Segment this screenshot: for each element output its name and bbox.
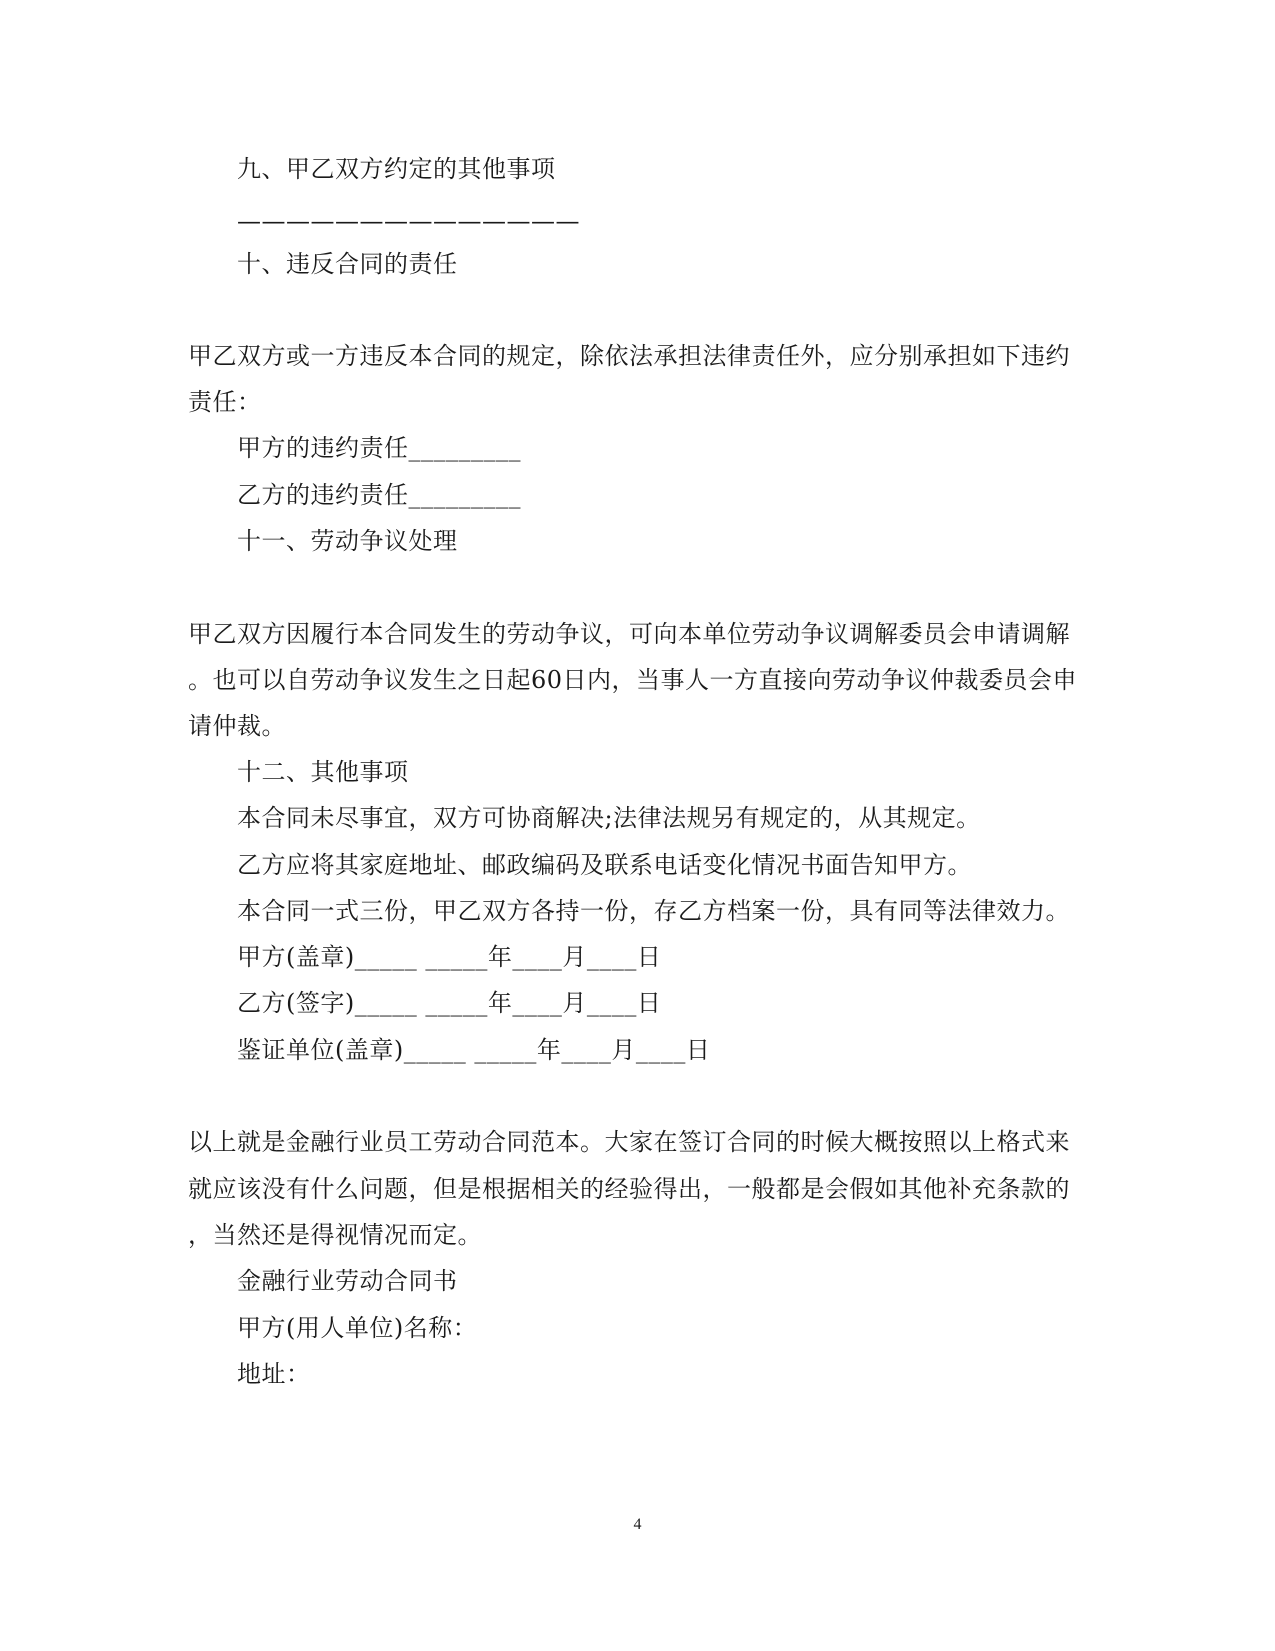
paragraph-line: 甲乙双方因履行本合同发生的劳动争议，可向本单位劳动争议调解委员会申请调解 (188, 620, 1070, 648)
section-ten-heading: 十、违反合同的责任 (237, 250, 458, 278)
employer-name-field: 甲方(用人单位)名称： (237, 1314, 478, 1342)
section-eleven-heading: 十一、劳动争议处理 (237, 527, 458, 555)
paragraph-line: ，当然还是得视情况而定。 (188, 1221, 482, 1249)
verifier-signature-line: 鉴证单位(盖章)_____ _____年____月____日 (237, 1036, 711, 1064)
page-number: 4 (633, 1516, 642, 1533)
paragraph-line: 就应该没有什么问题，但是根据相关的经验得出，一般都是会假如其他补充条款的 (188, 1175, 1070, 1203)
party-a-signature-line: 甲方(盖章)_____ _____年____月____日 (237, 943, 662, 971)
party-b-liability: 乙方的违约责任_________ (237, 481, 521, 509)
paragraph-line: 。也可以自劳动争议发生之日起60日内，当事人一方直接向劳动争议仲裁委员会申 (188, 666, 1078, 694)
contract-title: 金融行业劳动合同书 (237, 1267, 458, 1295)
party-a-liability: 甲方的违约责任_________ (237, 434, 521, 462)
paragraph-line: 以上就是金融行业员工劳动合同范本。大家在签订合同的时候大概按照以上格式来 (188, 1128, 1070, 1156)
paragraph-line: 请仲裁。 (188, 712, 286, 740)
clause-line: 本合同未尽事宜，双方可协商解决;法律法规另有规定的，从其规定。 (237, 804, 981, 832)
paragraph-line: 甲乙双方或一方违反本合同的规定，除依法承担法律责任外，应分别承担如下违约 (188, 342, 1070, 370)
clause-line: 乙方应将其家庭地址、邮政编码及联系电话变化情况书面告知甲方。 (237, 851, 972, 879)
section-nine-heading: 九、甲乙双方约定的其他事项 (237, 155, 556, 183)
address-field: 地址： (237, 1360, 311, 1388)
party-b-signature-line: 乙方(签字)_____ _____年____月____日 (237, 989, 662, 1017)
blank-line: —————————————— (237, 207, 580, 235)
section-twelve-heading: 十二、其他事项 (237, 758, 409, 786)
clause-line: 本合同一式三份，甲乙双方各持一份，存乙方档案一份，具有同等法律效力。 (237, 897, 1070, 925)
paragraph-line: 责任： (188, 388, 262, 416)
